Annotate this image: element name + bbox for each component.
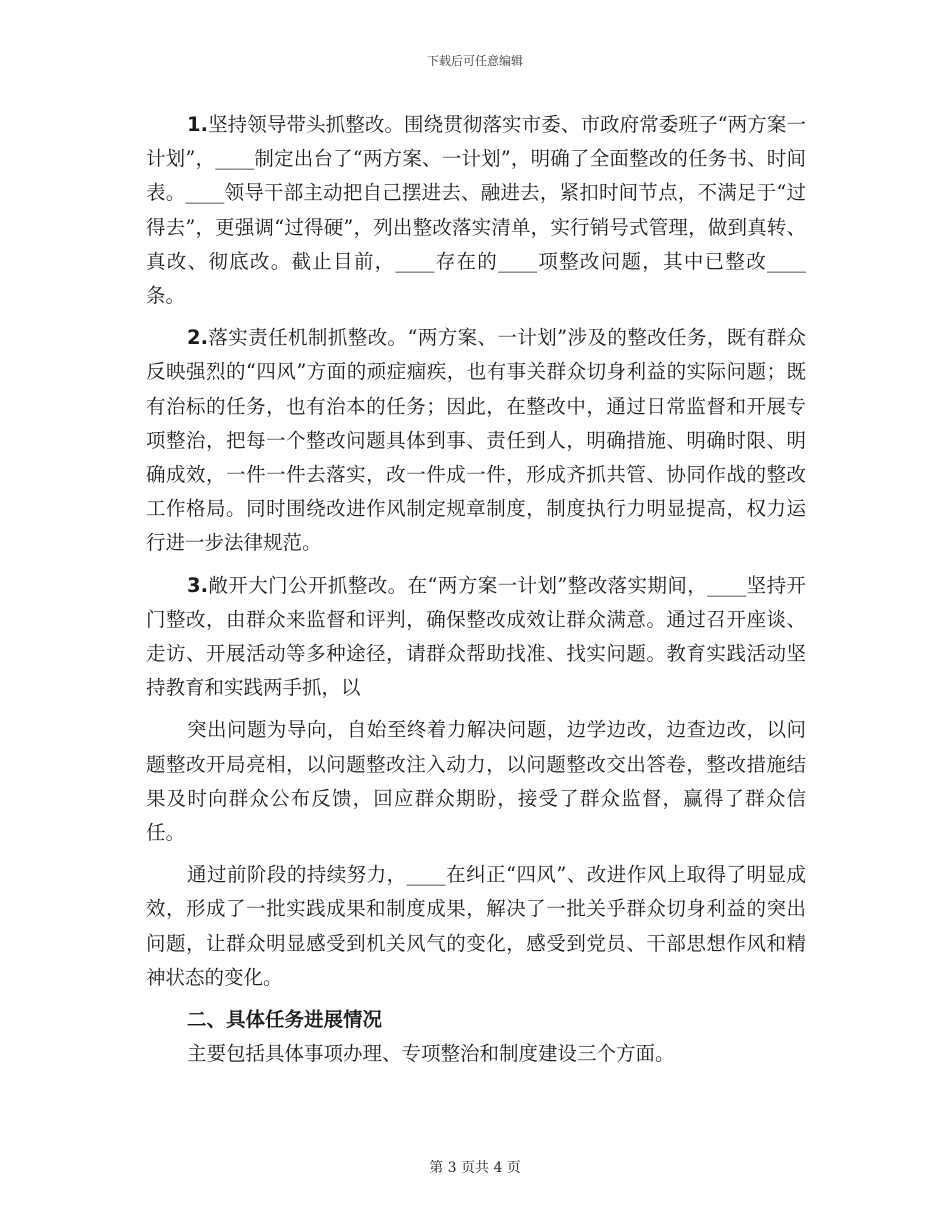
paragraph-2 <box>146 321 806 560</box>
item-number: 2. <box>187 326 208 350</box>
paragraph-3 <box>146 569 806 706</box>
page-footer: 第 3 页共 4 页 <box>429 1160 521 1176</box>
paragraph-text: 落实责任机制抓整改。“两方案、一计划”涉及的整改任务，既有群众反映强烈的“四风”方面的顽症痼疾，也有事关群众切身利益的实际问题；既有治标的任务，也有治本的任务；因此，在整改中，通过日常监督和开展专项整治，把每一个整改问题具体到事、责任到人，明确措施、明确时限、明确成效，一件一件去落实，改一件成一件，形成齐抓共管、协同作战的整改工作格局。同时围绕改进作风制定规章制度，制度执行力明显提高，权力运行进一步法律规范。 <box>146 326 806 555</box>
paragraph-5 <box>146 858 806 995</box>
paragraph-text: 坚持领导带头抓整改。围绕贯彻落实市委、市政府常委班子“两方案一计划”，____制定出台了“两方案、一计划”，明确了全面整改的任务书、时间表。____领导干部主动把自己摆进去、融进去，紧扣时间节点，不满足于“过得去”，更强调“过得硬”，列出整改落实清单，实行销号式管理，做到真转、真改、彻底改。截止目前，____存在的____项整改问题，其中已整改____条。 <box>146 113 806 308</box>
paragraph-text: 敞开大门公开抓整改。在“两方案一计划”整改落实期间，____坚持开门整改，由群众来监督和评判，确保整改成效让群众满意。通过召开座谈、走访、开展活动等多种途径，请群众帮助找准、找实问题。教育实践活动坚持教育和实践两手抓，以 <box>146 573 806 700</box>
page-header: 下载后可任意编辑 <box>426 54 523 68</box>
item-number: 1. <box>187 113 208 136</box>
document-body <box>146 108 806 1071</box>
section-intro: 主要包括具体事项办理、专项整治和制度建设三个方面。 <box>187 1042 675 1066</box>
paragraph-4 <box>146 713 806 850</box>
item-number: 3. <box>187 573 208 597</box>
paragraph-1 <box>146 108 806 313</box>
paragraph-text: 通过前阶段的持续努力，____在纠正“四风”、改进作风上取得了明显成效，形成了一批实践成果和制度成果，解决了一批关乎群众切身利益的突出问题，让群众明显感受到机关风气的变化，感受到党员、干部思想作风和精神状态的变化。 <box>146 863 806 989</box>
section-heading: 二、具体任务进展情况 <box>187 1008 383 1032</box>
paragraph-text: 突出问题为导向，自始至终着力解决问题，边学边改，边查边改，以问题整改开局亮相，以问题整改注入动力，以问题整改交出答卷，整改措施结果及时向群众公布反馈，回应群众期盼，接受了群众监督，赢得了群众信任。 <box>146 718 806 845</box>
